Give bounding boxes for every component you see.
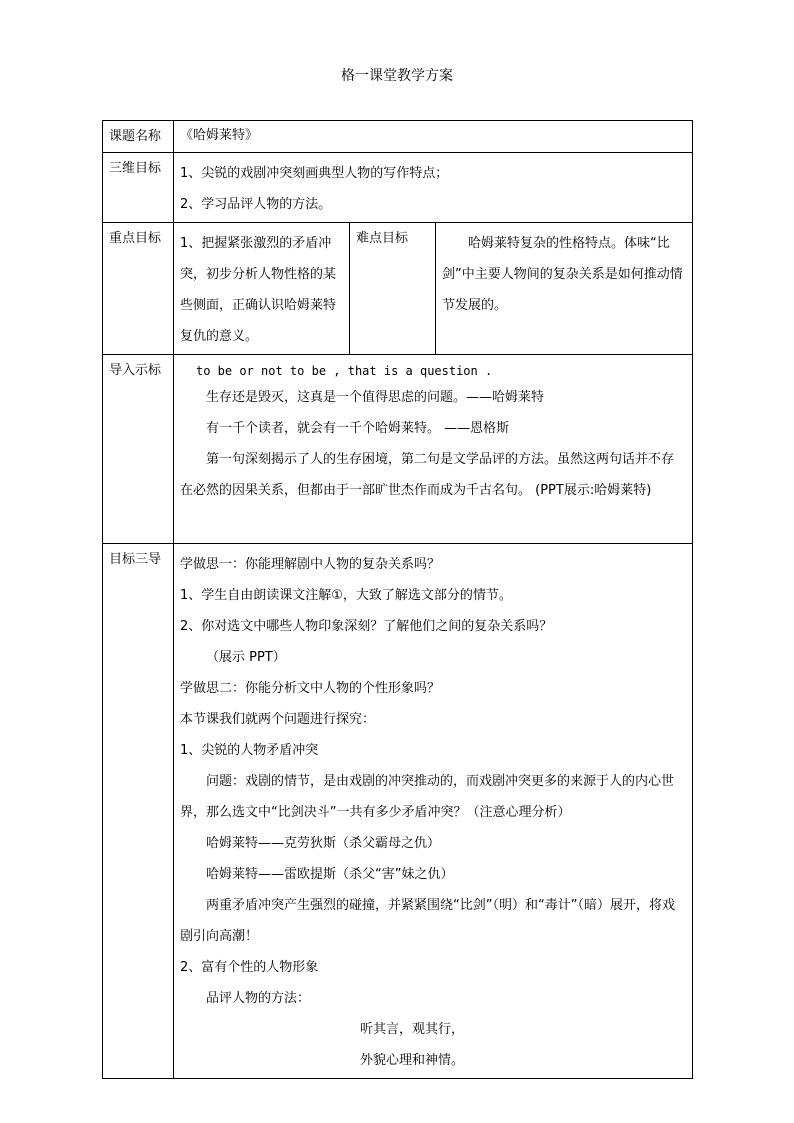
question-2: 学做思二：你能分析文中人物的个性形象吗？ bbox=[180, 681, 441, 696]
key-text: 1、把握紧张激烈的矛盾冲突，初步分析人物性格的某些侧面，正确认识哈姆莱特复仇的意义。 bbox=[180, 236, 337, 344]
intro-line: 有一千个读者，就会有一千个哈姆莱特。 ——恩格斯 bbox=[206, 421, 510, 436]
key-label: 重点目标 bbox=[103, 223, 174, 355]
step-3: （展示 PPT） bbox=[206, 650, 286, 665]
guide-row bbox=[103, 544, 693, 1079]
step-4: 本节课我们就两个问题进行探究： bbox=[180, 712, 376, 727]
key-row bbox=[103, 223, 693, 355]
step-6: 2、富有个性的人物形象 bbox=[180, 960, 319, 975]
topic-label: 课题名称 bbox=[103, 121, 174, 153]
difficulty-label: 难点目标 bbox=[350, 223, 436, 355]
intro-quote: to be or not to be , that is a question . bbox=[196, 364, 493, 378]
page-title: 格一课堂教学方案 bbox=[341, 68, 453, 84]
topic-value: 《哈姆莱特》 bbox=[180, 128, 259, 143]
intro-paragraph: 第一句深刻揭示了人的生存困境，第二句是文学品评的方法。虽然这两句话并不存在必然的因果关系，但都由于一部旷世杰作而成为千古名句。 (PPT展示:哈姆莱特) bbox=[180, 452, 675, 498]
intro-line: 生存还是毁灭，这真是一个值得思虑的问题。——哈姆莱特 bbox=[206, 390, 545, 405]
step-1: 1、学生自由朗读课文注解①，大致了解选文部分的情节。 bbox=[180, 588, 512, 603]
conflict-1: 哈姆莱特——克劳狄斯（杀父霸母之仇） bbox=[206, 836, 441, 851]
intro-label: 导入示标 bbox=[103, 355, 174, 544]
goal-item: 2、学习品评人物的方法。 bbox=[180, 197, 332, 212]
method-line: 听其言，观其行， bbox=[360, 1022, 465, 1037]
difficulty-text: 哈姆莱特复杂的性格特点。体味“比剑”中主要人物间的复杂关系是如何推动情节发展的。 bbox=[442, 236, 683, 313]
goals-label: 三维目标 bbox=[103, 153, 174, 223]
conflict-2: 哈姆莱特——雷欧提斯（杀父“害”妹之仇） bbox=[206, 867, 454, 882]
goal-item: 1、尖锐的戏剧冲突刻画典型人物的写作特点； bbox=[180, 166, 449, 181]
step-7: 品评人物的方法： bbox=[206, 991, 311, 1006]
guide-label: 目标三导 bbox=[103, 544, 174, 1079]
step-5: 1、尖锐的人物矛盾冲突 bbox=[180, 743, 319, 758]
intro-row bbox=[103, 355, 693, 544]
goals-row bbox=[103, 153, 693, 223]
problem-paragraph: 问题：戏剧的情节，是由戏剧的冲突推动的，而戏剧冲突更多的来源于人的内心世界，那么选文中“比剑决斗”一共有多少矛盾冲突？（注意心理分析） bbox=[180, 774, 675, 820]
method-line: 外貌心理和神情。 bbox=[360, 1053, 465, 1068]
topic-row bbox=[103, 121, 693, 153]
question-1: 学做思一：你能理解剧中人物的复杂关系吗？ bbox=[180, 557, 441, 572]
climax-paragraph: 两重矛盾冲突产生强烈的碰撞，并紧紧围绕“比剑”（明）和“毒计”（暗）展开，将戏剧引向高潮！ bbox=[180, 898, 675, 944]
step-2: 2、你对选文中哪些人物印象深刻？了解他们之间的复杂关系吗？ bbox=[180, 619, 553, 634]
lesson-plan-table bbox=[102, 120, 693, 1079]
